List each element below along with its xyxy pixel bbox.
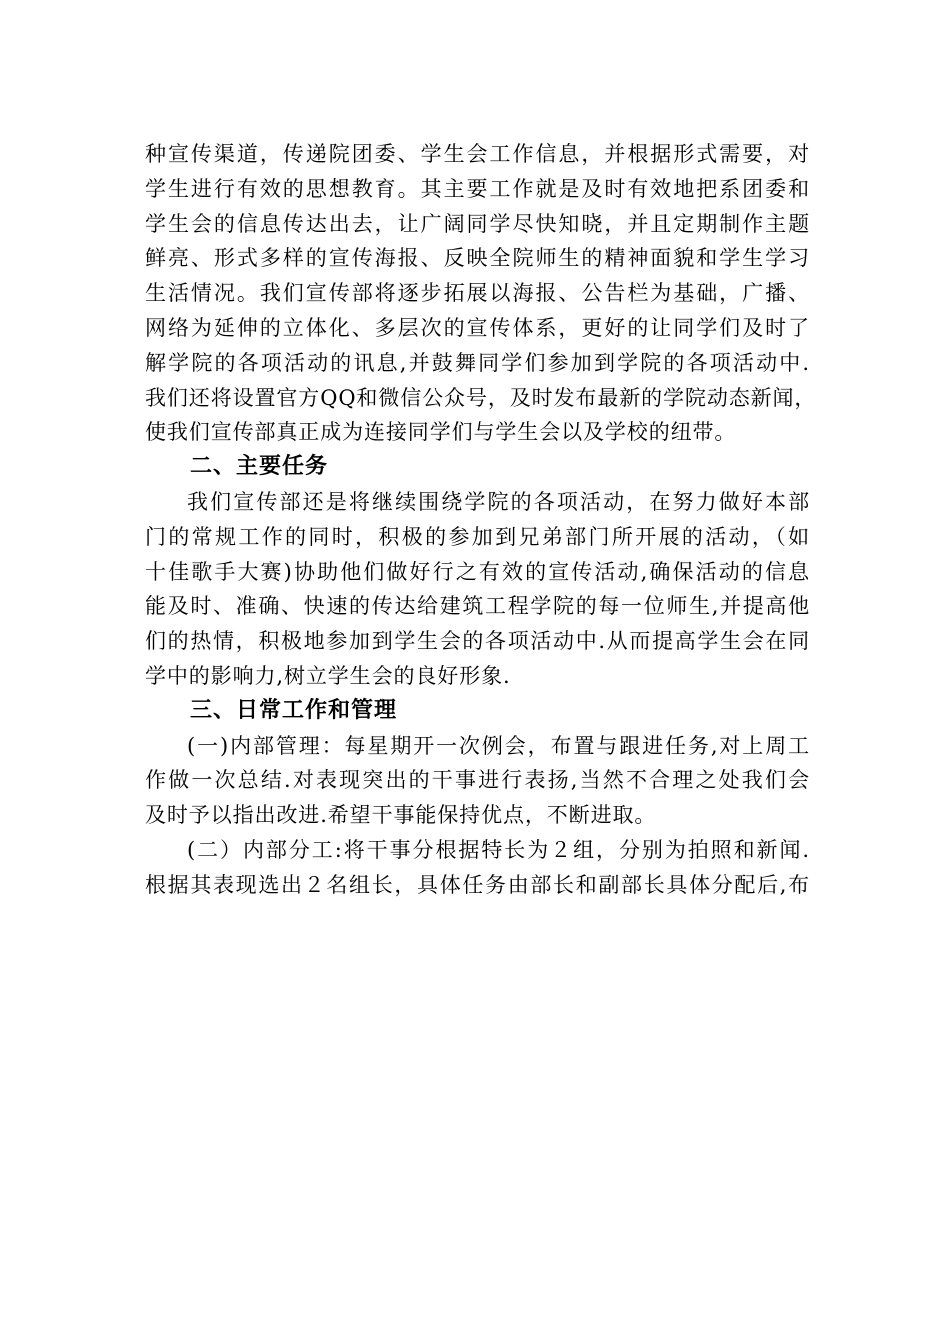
- text-line: 学生会的信息传达出去，让广阔同学尽快知晓，并且定期制作主题: [145, 211, 810, 236]
- text-line: 我们还将设置官方QQ和微信公众号，及时发布最新的学院动态新闻，: [145, 385, 817, 410]
- section-heading-main-tasks: 二、主要任务: [190, 454, 329, 480]
- text-line: 能及时、准确、快速的传达给建筑工程学院的每一位师生,并提高他: [145, 594, 810, 619]
- text-line: 使我们宣传部真正成为连接同学们与学生会以及学校的纽带。: [145, 420, 737, 445]
- text-line: 十佳歌手大赛)协助他们做好行之有效的宣传活动,确保活动的信息: [145, 559, 810, 584]
- text-line: 种宣传渠道，传递院团委、学生会工作信息，并根据形式需要，对: [145, 142, 810, 166]
- text-line: 作做一次总结.对表现突出的干事进行表扬,当然不合理之处我们会: [145, 768, 810, 793]
- paragraph-main-tasks: [145, 485, 810, 694]
- text-line: 根据其表现选出２名组长，具体任务由部长和副部长具体分配后,布: [145, 872, 810, 897]
- text-line: 我们宣传部还是将继续围绕学院的各项活动，在努力做好本部: [187, 489, 810, 514]
- text-line: (一)内部管理：每星期开一次例会，布置与跟进任务,对上周工: [187, 733, 810, 758]
- text-line: 学生进行有效的思想教育。其主要工作就是及时有效地把系团委和: [145, 176, 810, 201]
- text-line: 解学院的各项活动的讯息,并鼓舞同学们参加到学院的各项活动中.: [145, 350, 810, 375]
- paragraph-propaganda-overview: [145, 137, 817, 450]
- paragraph-internal-division: [145, 833, 810, 903]
- text-line: 网络为延伸的立体化、多层次的宣传体系，更好的让同学们及时了: [145, 315, 810, 340]
- text-line: 门的常规工作的同时，积极的参加到兄弟部门所开展的活动，（如: [145, 524, 810, 549]
- paragraph-internal-management: [145, 729, 810, 833]
- text-line: 及时予以指出改进.希望干事能保持优点，不断进取。: [145, 803, 657, 828]
- section-heading-daily-work: 三、日常工作和管理: [190, 697, 398, 723]
- text-line: 们的热情，积极地参加到学生会的各项活动中.从而提高学生会在同: [145, 629, 810, 654]
- text-line: 生活情况。我们宣传部将逐步拓展以海报、公告栏为基础，广播、: [145, 281, 810, 306]
- text-line: 鲜亮、形式多样的宣传海报、反映全院师生的精神面貌和学生学习: [145, 246, 810, 271]
- text-line: (二）内部分工:将干事分根据特长为２组，分别为拍照和新闻.: [187, 837, 810, 862]
- text-line: 学中的影响力,树立学生会的良好形象.: [145, 663, 511, 688]
- document-body: [145, 137, 817, 903]
